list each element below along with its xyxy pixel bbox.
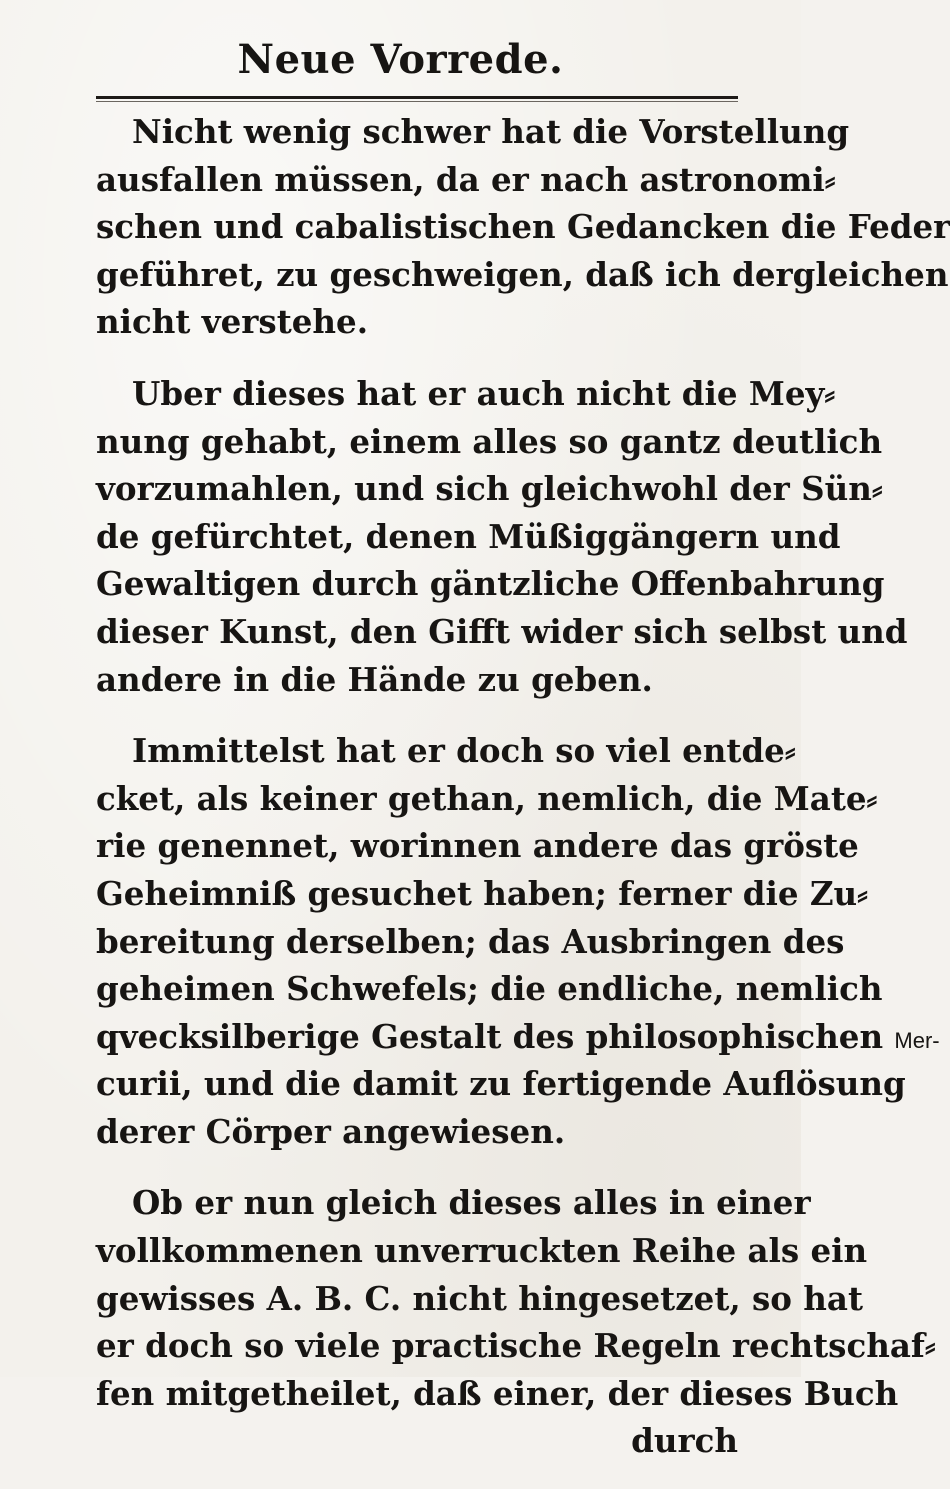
text-line: Ob er nun gleich dieses alles in einer: [132, 1183, 811, 1223]
text-line: Geheimniß gesuchet haben; ferner die Zu⸗: [96, 873, 869, 913]
body-text: [96, 108, 950, 1489]
text-line: schen und cabalistischen Gedancken die Feder: [96, 207, 950, 247]
text-line: geführet, zu geschweigen, daß ich dergleichen: [96, 254, 949, 294]
text-line: gewisses A. B. C. nicht hingesetzet, so hat: [96, 1278, 863, 1318]
text-line: andere in die Hände zu geben.: [96, 659, 653, 699]
text-line: Uber dieses hat er auch nicht die Mey⸗: [132, 373, 836, 413]
text-line: derer Cörper angewiesen.: [96, 1111, 566, 1151]
text-line: bereitung derselben; das Ausbringen des: [96, 921, 845, 961]
text-line-with-latin: [96, 1013, 940, 1061]
text-line: de gefürchtet, denen Müßiggängern und: [96, 516, 841, 556]
text-line: vollkommenen unverruckten Reihe als ein: [96, 1231, 868, 1271]
text-line: cket, als keiner gethan, nemlich, die Mate⸗: [96, 778, 878, 818]
text-line: nicht verstehe.: [96, 302, 369, 342]
text-line: fen mitgetheilet, daß einer, der dieses Buch: [96, 1373, 899, 1413]
header-rule: [96, 96, 738, 99]
paragraph: [96, 108, 950, 346]
text-line: dieser Kunst, den Gifft wider sich selbst und: [96, 611, 908, 651]
text-line: curii, und die damit zu fertigende Auflösung: [96, 1064, 906, 1104]
text-line: vorzumahlen, und sich gleichwohl der Sün⸗: [96, 469, 883, 509]
text-line: er doch so viele practische Regeln rechtschaf⸗: [96, 1326, 936, 1366]
header-rule-thin: [96, 101, 738, 102]
text-line-fraktur: qvecksilberige Gestalt des philosophischen: [96, 1016, 884, 1056]
text-line: Immittelst hat er doch so viel entde⸗: [132, 731, 796, 771]
text-line: geheimen Schwefels; die endliche, nemlich: [96, 969, 883, 1009]
text-line: nung gehabt, einem alles so gantz deutlich: [96, 421, 883, 461]
latin-word: Mer-: [894, 1027, 940, 1053]
text-line: Nicht wenig schwer hat die Vorstellung: [132, 112, 850, 151]
paragraph: [96, 727, 940, 1155]
text-line: rie genennet, worinnen andere das gröste: [96, 826, 859, 866]
paragraph: [96, 370, 908, 703]
catchword: durch: [631, 1421, 738, 1461]
running-head: Neue Vorrede.: [237, 36, 564, 83]
paragraph: [96, 1179, 936, 1465]
text-line: Gewaltigen durch gäntzliche Offenbahrung: [96, 564, 885, 604]
text-line: ausfallen müssen, da er nach astronomi⸗: [96, 159, 836, 199]
